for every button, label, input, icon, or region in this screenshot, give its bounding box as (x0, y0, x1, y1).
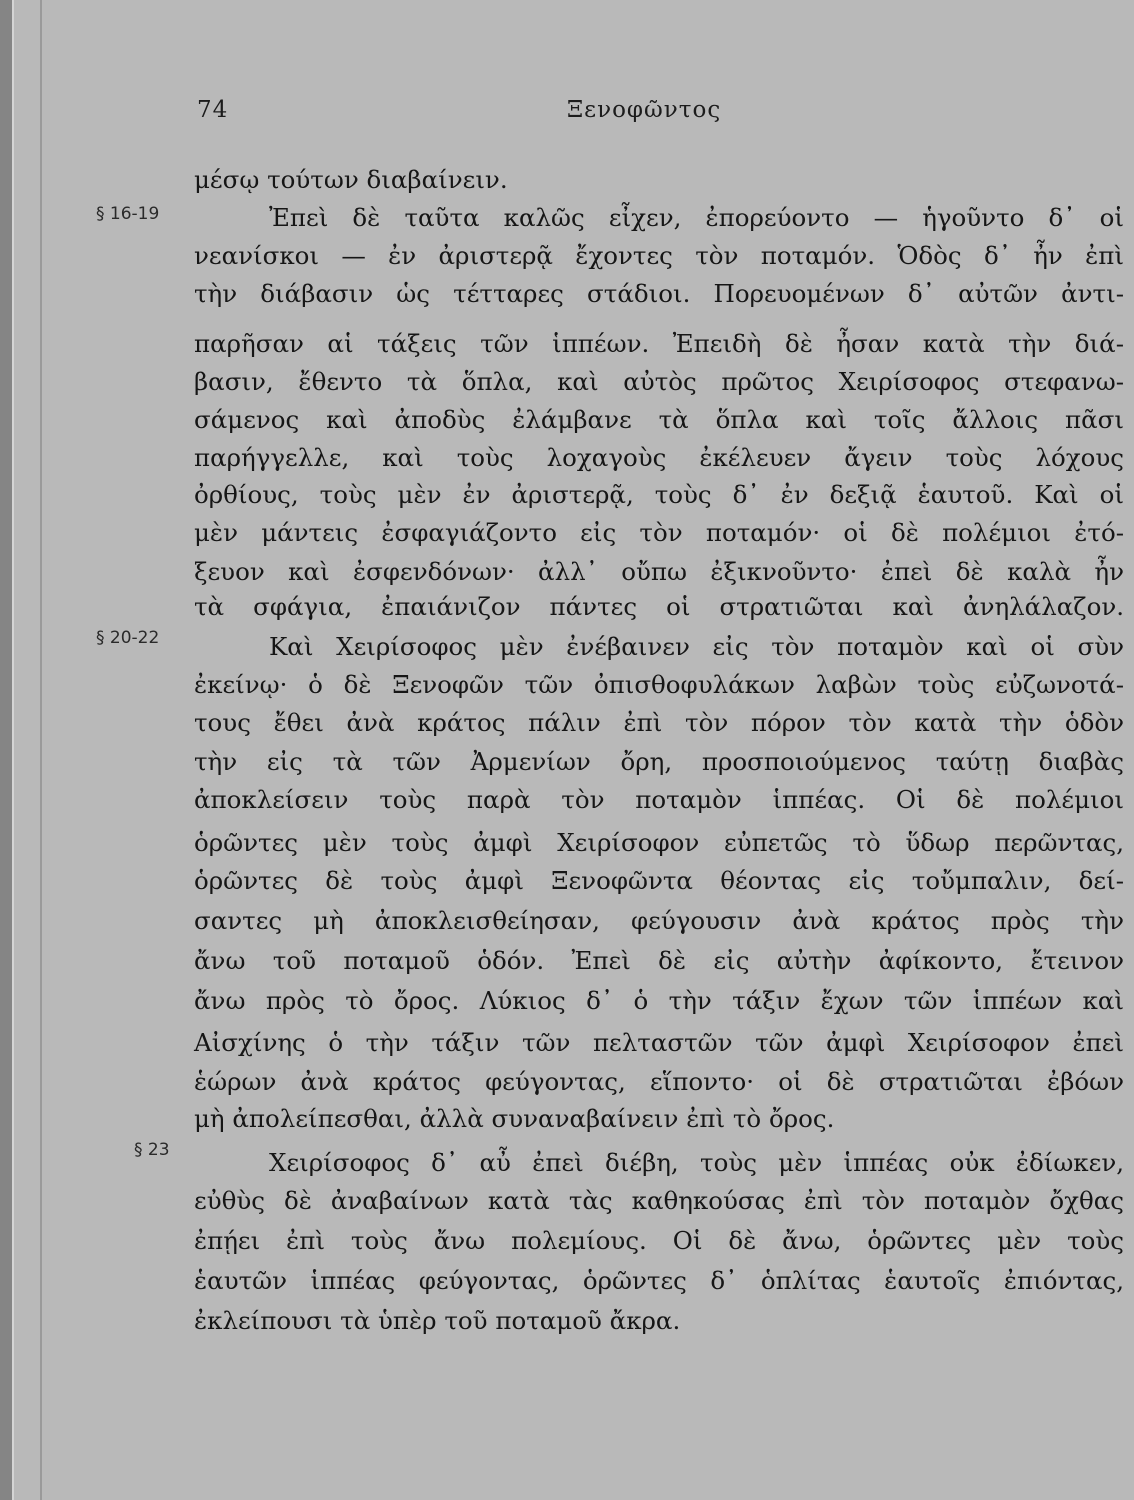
text-line: τὴν διάβασιν ὡς τέτταρες στάδιοι. Πορευομένων δ᾽ αὐτῶν ἀντι- (194, 279, 1124, 308)
text-line: μὴ ἀπολείπεσθαι, ἀλλὰ συναναβαίνειν ἐπὶ τὸ ὄρος. (194, 1104, 835, 1133)
text-line: ἀποκλείσειν τοὺς παρὰ τὸν ποταμὸν ἱππέας. Οἱ δὲ πολέμιοι (194, 785, 1124, 814)
body-text (14, 0, 1134, 1500)
text-line: σάμενος καὶ ἀποδὺς ἐλάμβανε τὰ ὅπλα καὶ τοῖς ἄλλοις πᾶσι (194, 405, 1124, 434)
text-line: ἄνω τοῦ ποταμοῦ ὁδόν. Ἐπεὶ δὲ εἰς αὐτὴν ἀφίκοντο, ἔτεινον (194, 946, 1124, 975)
text-line: ἐκλείπουσι τὰ ὑπὲρ τοῦ ποταμοῦ ἄκρα. (194, 1306, 681, 1335)
text-line: Χειρίσοφος δ᾽ αὖ ἐπεὶ διέβη, τοὺς μὲν ἱππέας οὐκ ἐδίωκεν, (269, 1148, 1124, 1177)
text-line: μέσῳ τούτων διαβαίνειν. (194, 165, 508, 194)
text-line: ἑαυτῶν ἱππέας φεύγοντας, ὁρῶντες δ᾽ ὁπλίτας ἑαυτοῖς ἐπιόντας, (194, 1266, 1124, 1295)
text-line: ξευον καὶ ἐσφενδόνων· ἀλλ᾽ οὔπω ἐξικνοῦντο· ἐπεὶ δὲ καλὰ ἦν (194, 557, 1124, 586)
section-note-16-19: § 16-19 (96, 204, 160, 224)
section-note-20-22: § 20-22 (96, 628, 160, 648)
section-note-23: § 23 (134, 1140, 170, 1160)
text-line: τὰ σφάγια, ἐπαιάνιζον πάντες οἱ στρατιῶται καὶ ἀνηλάλαζον. (194, 592, 1124, 621)
text-line: μὲν μάντεις ἐσφαγιάζοντο εἰς τὸν ποταμόν· οἱ δὲ πολέμιοι ἐτό- (194, 518, 1124, 547)
text-line: ὁρῶντες δὲ τοὺς ἀμφὶ Ξενοφῶντα θέοντας εἰς τοὔμπαλιν, δεί- (194, 866, 1124, 895)
text-line: παρήγγελλε, καὶ τοὺς λοχαγοὺς ἐκέλευεν ἄγειν τοὺς λόχους (194, 443, 1124, 472)
text-line: ἄνω πρὸς τὸ ὄρος. Λύκιος δ᾽ ὁ τὴν τάξιν ἔχων τῶν ἱππέων καὶ (194, 986, 1124, 1015)
running-title: Ξενοφῶντος (567, 97, 722, 123)
text-line: σαντες μὴ ἀποκλεισθείησαν, φεύγουσιν ἀνὰ κράτος πρὸς τὴν (194, 906, 1124, 935)
text-line: βασιν, ἔθεντο τὰ ὅπλα, καὶ αὐτὸς πρῶτος Χειρίσοφος στεφανω- (194, 367, 1124, 396)
page-number: 74 (197, 97, 229, 123)
text-line: ἑώρων ἀνὰ κράτος φεύγοντας, εἵποντο· οἱ δὲ στρατιῶται ἐβόων (194, 1067, 1124, 1096)
text-line: εὐθὺς δὲ ἀναβαίνων κατὰ τὰς καθηκούσας ἐπὶ τὸν ποταμὸν ὄχθας (194, 1186, 1124, 1215)
text-line: ἐκείνῳ· ὁ δὲ Ξενοφῶν τῶν ὀπισθοφυλάκων λαβὼν τοὺς εὐζωνοτά- (194, 670, 1124, 699)
book-page (12, 0, 1134, 1500)
text-line: ὀρθίους, τοὺς μὲν ἐν ἀριστερᾷ, τοὺς δ᾽ ἐν δεξιᾷ ἑαυτοῦ. Καὶ οἱ (194, 480, 1124, 509)
text-line: τὴν εἰς τὰ τῶν Ἀρμενίων ὄρη, προσποιούμενος ταύτῃ διαβὰς (194, 747, 1124, 776)
text-line: παρῆσαν αἱ τάξεις τῶν ἱππέων. Ἐπειδὴ δὲ ἦσαν κατὰ τὴν διά- (194, 329, 1124, 358)
text-line: τους ἔθει ἀνὰ κράτος πάλιν ἐπὶ τὸν πόρον τὸν κατὰ τὴν ὁδὸν (194, 708, 1124, 737)
text-line: νεανίσκοι — ἐν ἀριστερᾷ ἔχοντες τὸν ποταμόν. Ὁδὸς δ᾽ ἦν ἐπὶ (194, 241, 1124, 270)
text-line: Αἰσχίνης ὁ τὴν τάξιν τῶν πελταστῶν τῶν ἀμφὶ Χειρίσοφον ἐπεὶ (194, 1028, 1124, 1057)
text-line: Καὶ Χειρίσοφος μὲν ἐνέβαινεν εἰς τὸν ποταμὸν καὶ οἱ σὺν (269, 632, 1124, 661)
text-line: Ἐπεὶ δὲ ταῦτα καλῶς εἶχεν, ἐπορεύοντο — ἡγοῦντο δ᾽ οἱ (269, 203, 1124, 232)
text-line: ὁρῶντες μὲν τοὺς ἀμφὶ Χειρίσοφον εὐπετῶς τὸ ὕδωρ περῶντας, (194, 828, 1124, 857)
text-line: ἐπῄει ἐπὶ τοὺς ἄνω πολεμίους. Οἱ δὲ ἄνω, ὁρῶντες μὲν τοὺς (194, 1226, 1124, 1255)
